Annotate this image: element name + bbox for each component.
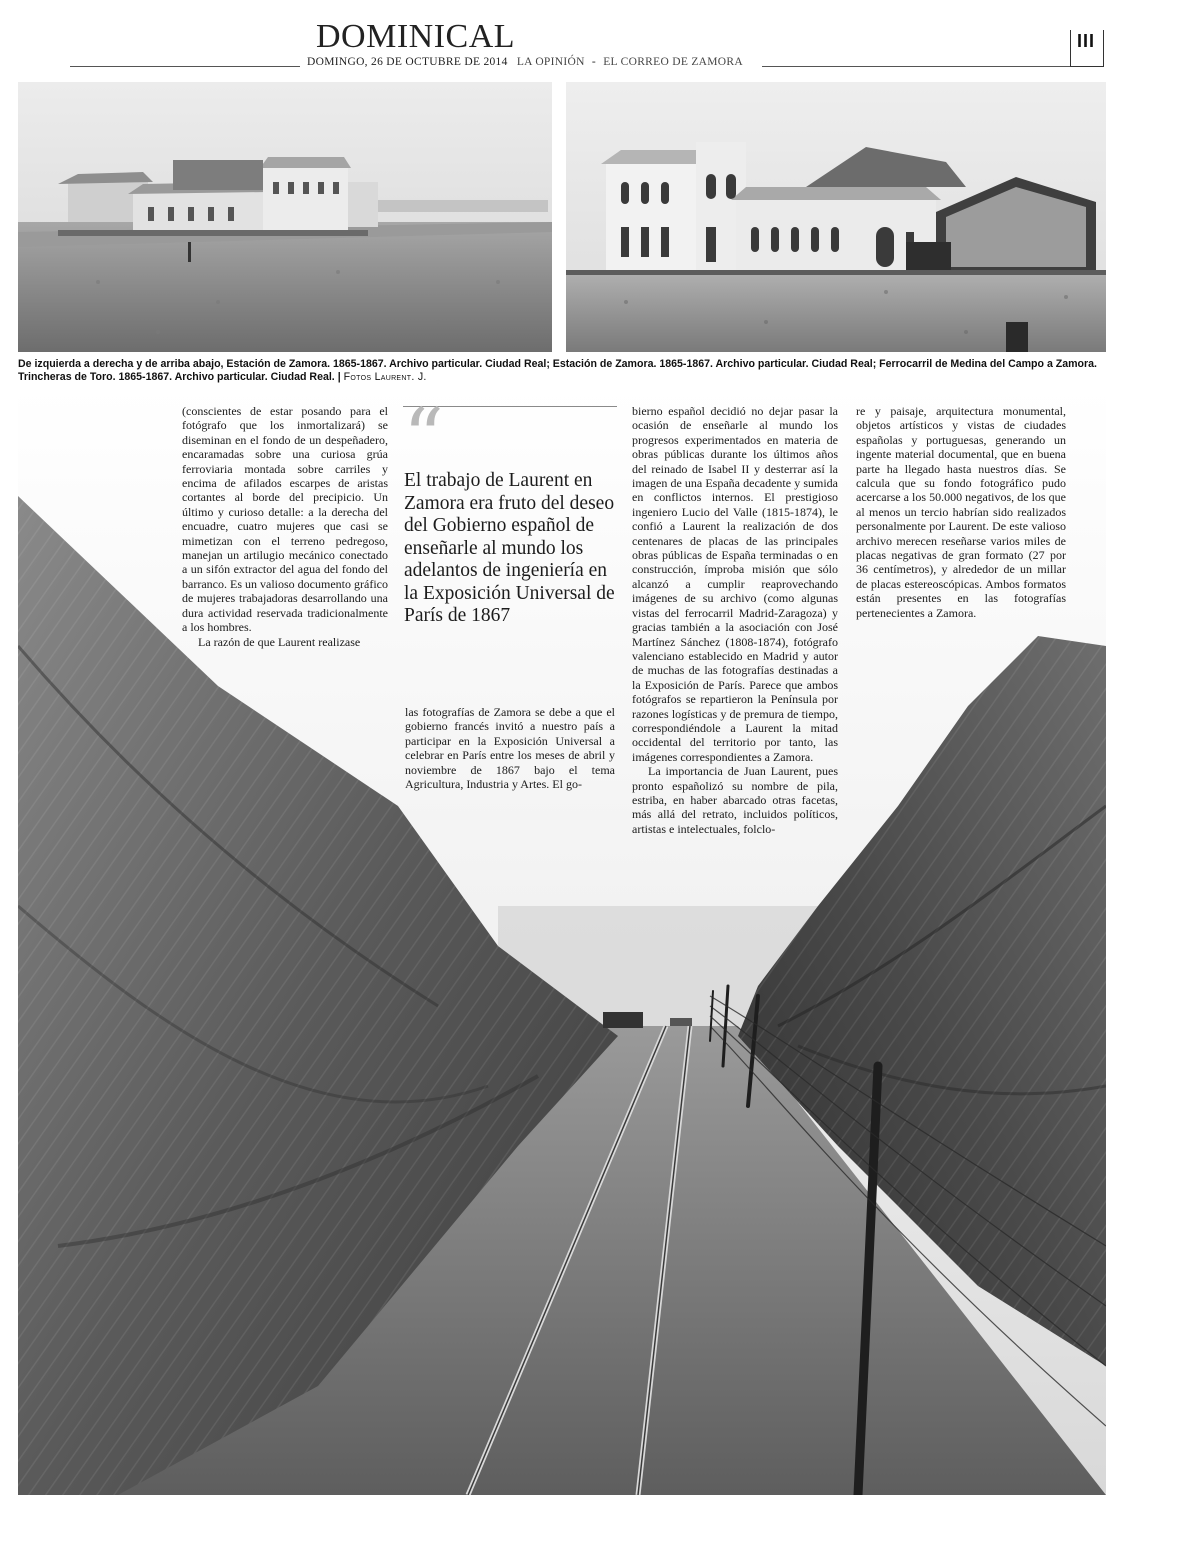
article-column-3 bbox=[632, 404, 838, 836]
article-column-1 bbox=[182, 404, 388, 649]
column-1-paragraph-1: (conscientes de estar posando para el fotógrafo que los inmortalizará) se diseminan en el fondo de un despeñadero, encaramadas sobre una curiosa grúa ferroviaria montada sobre carriles y encima de afilados escarpes de aristas cortantes al borde del precipicio. Un último y curioso detalle: a la derecha del encuadre, cuatro mujeres que casi se mimetizan con el terreno pedregoso, manejan un artilugio mecánico conectado a un sifón extractor del agua del fondo del barranco. Es un valioso documento gráfico de mujeres trabajadoras desarrollando una dura actividad reservada tradicionalmente a los hombres. bbox=[182, 404, 388, 635]
column-4-paragraph-1: re y paisaje, arquitectura monumental, objetos artísticos y vistas de ciudades españolas y portuguesas, generando un ingente material documental, que en buena parte ha llegado hasta nuestros días. Se calcula que su fondo fotográfico pudo acercarse a los 50.000 negativos, de los que al menos un tercio habrían sido realizados personalmente por Laurent. De este valioso archivo merecen reseñarse varios miles de placas negativas de gran formato (27 por 36 centímetros), y alrededor de un millar de placas estereoscópicas. Ambos formatos están presentes en las fotografías pertenecientes a Zamora. bbox=[856, 404, 1066, 620]
caption-text: De izquierda a derecha y de arriba abajo, Estación de Zamora. 1865-1867. Archivo particular. Ciudad Real; Estación de Zamora. 1865-1867. Archivo particular. Ciudad Real; Ferrocarril de Medina del Campo a Zamora. Trincheras de Toro. 1865-1867. Archivo particular. Ciudad Real. bbox=[18, 358, 1097, 383]
column-3-paragraph-1: bierno español decidió no dejar pasar la ocasión de enseñarle al mundo los progresos experimentados en materia de obras públicas durante los últimos años del reinado de Isabel II y desterrar así la imagen de una España decadente y sumida en conflictos internos. El prestigioso ingeniero Lucio del Valle (1815-1874), le confió a Laurent la realización de dos centenares de placas de las principales obras públicas de España terminadas o en construcción, ímproba misión que sólo alcanzó a cumplir reaprovechando imágenes de su archivo (como algunas vistas del ferrocarril Madrid-Zaragoza) y gracias también a la asociación con José Martínez Sánchez (1808-1874), fotógrafo valenciano establecido en Madrid y autor de muchas de las fotografías destinadas a la Exposición de París. Parece que ambos fotógrafos se repartieron la Península por razones logísticas y de premura de tiempo, correspondiéndole a Laurent la mitad occidental del territorio por tanto, las imágenes correspondientes a Zamora. bbox=[632, 404, 838, 764]
article-column-2 bbox=[405, 705, 615, 791]
header-rule-right bbox=[762, 66, 1070, 67]
photo-zamora-station-1 bbox=[18, 82, 552, 352]
column-2-paragraph-1: las fotografías de Zamora se debe a que el gobierno francés invitó a nuestro país a participar en la Exposición Universal a celebrar en París entre los meses de abril y noviembre de 1867 bajo el tema Agricultura, Industria y Artes. El go- bbox=[405, 705, 615, 792]
photo-zamora-station-2-image bbox=[566, 82, 1106, 352]
caption-separator: | bbox=[337, 371, 341, 383]
quote-mark-icon: “ bbox=[403, 391, 444, 484]
column-3-paragraph-2: La importancia de Juan Laurent, pues pronto españolizó su nombre de pila, estriba, en haber abarcado otras facetas, más allá del retrato, incluidos políticos, artistas e intelectuales, folclo- bbox=[632, 764, 838, 836]
page-number-box bbox=[1070, 30, 1104, 67]
column-1-paragraph-2: La razón de que Laurent realizase bbox=[198, 634, 361, 649]
photo-zamora-station-1-image bbox=[18, 82, 552, 352]
page-number: III bbox=[1077, 31, 1096, 51]
header-dateline bbox=[307, 56, 743, 68]
header-paper-name-1: LA OPINIÓN bbox=[516, 56, 585, 68]
header-rule-left bbox=[70, 66, 300, 67]
header-date: DOMINGO, 26 DE OCTUBRE DE 2014 bbox=[307, 56, 508, 68]
section-title: DOMINICAL bbox=[316, 18, 516, 55]
pullquote: El trabajo de Laurent en Zamora era fruto del deseo del Gobierno español de enseñarle al mundo los adelantos de ingeniería en la Exposición Universal de París de 1867 bbox=[404, 470, 615, 626]
photo-zamora-station-2 bbox=[566, 82, 1106, 352]
article-column-4 bbox=[856, 404, 1066, 620]
caption-credit: Fotos Laurent. J. bbox=[343, 371, 427, 383]
header-paper-name-2: EL CORREO DE ZAMORA bbox=[603, 56, 743, 68]
photo-caption bbox=[18, 358, 1106, 384]
header-separator: - bbox=[591, 56, 597, 68]
